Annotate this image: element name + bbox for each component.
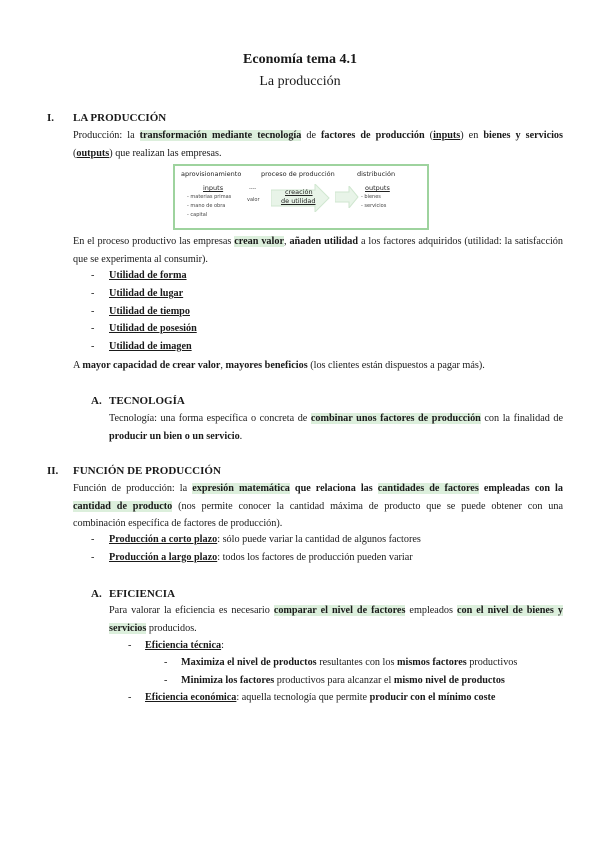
technology-definition: Tecnología: una forma específica o concreta de combinar unos factores de producción con la finalidad de producir un bien o un servicio.	[109, 413, 564, 442]
list-item: Producción a largo plazo: todos los factores de producción pueden variar	[109, 552, 413, 563]
value-benefits-paragraph: A mayor capacidad de crear valor, mayores beneficios (los clientes están dispuestos a pagar más).	[73, 360, 485, 371]
list-dash: -	[91, 270, 95, 281]
document-subtitle: La producción	[259, 74, 341, 89]
diagram-col-distribucion: distribución	[357, 170, 396, 178]
list-item: Utilidad de posesión	[109, 323, 197, 334]
list-dash: -	[91, 323, 95, 334]
section-2-number: II.	[47, 465, 59, 477]
list-item: Minimiza los factores productivos para alcanzar el mismo nivel de productos	[181, 675, 505, 686]
production-definition: Producción: la transformación mediante tecnología de factores de producción (inputs) en bienes y servicios (outputs) que realizan las empresas.	[73, 130, 563, 159]
subsection-2a-number: A.	[91, 588, 102, 600]
list-dash: -	[91, 534, 95, 545]
list-dash: -	[128, 640, 132, 651]
list-dash: -	[91, 306, 95, 317]
value-creation-paragraph: En el proceso productivo las empresas crean valor, añaden utilidad a los factores adquiridos (utilidad: la satisfacción que se experimenta al consumir).	[73, 236, 563, 265]
diagram-inputs-label: inputs	[203, 184, 224, 192]
list-item: Utilidad de lugar	[109, 288, 184, 299]
section-1-number: I.	[47, 112, 55, 124]
production-function-definition: Función de producción: la expresión matemática que relaciona las cantidades de factores empleadas con la cantidad de producto (nos permite conocer la cantidad máxima de producto que se puede obtener con una combinación específica de factores de producción).	[73, 483, 563, 529]
subsection-2a-heading: EFICIENCIA	[109, 588, 176, 600]
list-item-economic-efficiency: Eficiencia económica: aquella tecnología que permite producir con el mínimo coste	[145, 692, 496, 703]
diagram-col-proceso: proceso de producción	[261, 170, 335, 178]
diagram-input-item: - capital	[187, 212, 208, 218]
list-dash: -	[91, 288, 95, 299]
diagram-output-item: - bienes	[361, 194, 381, 200]
list-dash: -	[128, 692, 132, 703]
section-2-heading: FUNCIÓN DE PRODUCCIÓN	[73, 465, 221, 477]
list-item-technical-efficiency: Eficiencia técnica:	[145, 640, 224, 651]
list-item: Maximiza el nivel de productos resultantes con los mismos factores productivos	[181, 657, 518, 668]
list-dash: -	[164, 657, 168, 668]
diagram-col-aprovisionamiento: aprovisionamiento	[181, 170, 242, 178]
diagram-arrow-2-icon	[335, 186, 359, 208]
list-dash: -	[164, 675, 168, 686]
section-1-heading: LA PRODUCCIÓN	[73, 112, 167, 124]
diagram-small-arrow-label-2: valor	[247, 197, 260, 203]
subsection-1a-number: A.	[91, 395, 102, 407]
list-item: Producción a corto plazo: sólo puede variar la cantidad de algunos factores	[109, 534, 421, 545]
production-diagram	[173, 164, 429, 230]
list-dash: -	[91, 341, 95, 352]
diagram-center-label-2: de utilidad	[281, 197, 316, 205]
diagram-center-label: creación	[285, 188, 313, 196]
list-item: Utilidad de forma	[109, 270, 187, 281]
list-item: Utilidad de tiempo	[109, 306, 190, 317]
list-item: Utilidad de imagen	[109, 341, 192, 352]
subsection-1a-heading: TECNOLOGÍA	[109, 395, 185, 407]
diagram-input-item: - materias primas	[187, 194, 232, 200]
list-dash: -	[91, 552, 95, 563]
document-title: Economía tema 4.1	[243, 52, 357, 67]
diagram-outputs-label: outputs	[365, 184, 390, 192]
diagram-input-item: - mano de obra	[187, 203, 226, 209]
diagram-small-arrow-label: ----	[249, 186, 257, 192]
efficiency-definition: Para valorar la eficiencia es necesario comparar el nivel de factores empleados con el nivel de bienes y servicios producidos.	[109, 605, 563, 634]
diagram-output-item: - servicios	[361, 203, 387, 209]
